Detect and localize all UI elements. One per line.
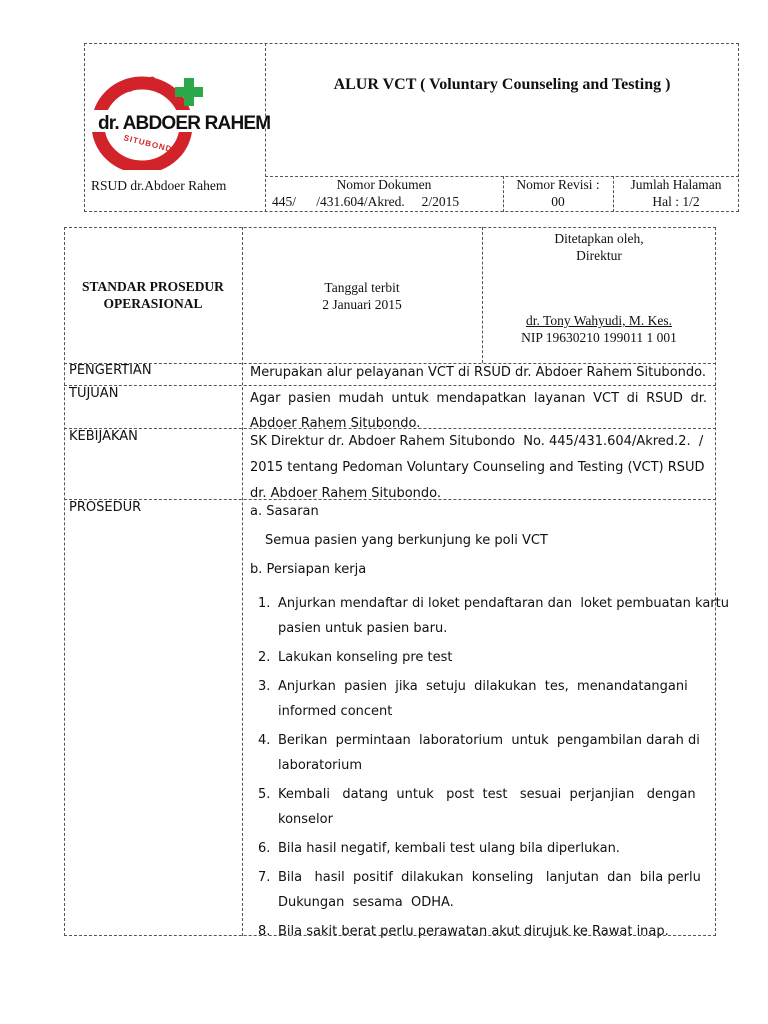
logo-top-text: RSUD: [113, 73, 162, 99]
prosedur-step: [258, 591, 729, 641]
step-number: 4.: [258, 733, 271, 748]
issued-block: [242, 279, 482, 313]
director-name: dr. Tony Wahyudi, M. Kes.: [526, 313, 672, 328]
step-text: [278, 865, 707, 915]
issued-date: 2 Januari 2015: [322, 297, 402, 312]
step-text: [278, 645, 707, 670]
pages-label: Jumlah Halaman: [630, 177, 722, 192]
doc-number-value: 445/ /431.604/Akred. 2/2015: [272, 194, 460, 209]
step-text-line2: konselor: [278, 812, 333, 827]
step-text-line2: Dukungan sesama ODHA.: [278, 895, 454, 910]
step-number: 8.: [258, 924, 271, 939]
tujuan-line2: Abdoer Rahem Situbondo.: [250, 416, 421, 431]
prosedur-step: [258, 782, 707, 832]
sop-label-line1: STANDAR PROSEDUR: [82, 279, 224, 294]
step-text-line1: Bila sakit berat perlu perawatan akut dirujuk ke Rawat inap.: [278, 924, 669, 939]
step-text: [278, 782, 707, 832]
kebijakan-label: KEBIJAKAN: [69, 429, 138, 444]
prosedur-b-heading: b. Persiapan kerja: [250, 562, 367, 577]
step-number: 5.: [258, 787, 271, 802]
prosedur-step: [258, 645, 707, 670]
step-text-line1: Kembali datang untuk post test sesuai perjanjian dengan: [278, 787, 696, 802]
approval-block: [482, 230, 716, 264]
doc-number-label: Nomor Dokumen: [336, 177, 432, 192]
step-text-line2: informed concent: [278, 704, 393, 719]
issued-label: Tanggal terbit: [324, 280, 400, 295]
prosedur-step: [258, 836, 707, 861]
row-divider-1: [64, 363, 716, 364]
kebijakan-line2: 2015 tentang Pedoman Voluntary Counseling and Testing (VCT) RSUD: [250, 460, 705, 475]
pages-value: Hal : 1/2: [652, 194, 700, 209]
prosedur-label: PROSEDUR: [69, 500, 142, 515]
step-text: [278, 836, 707, 861]
step-number: 1.: [258, 596, 271, 611]
step-number: 7.: [258, 870, 271, 885]
logo-bottom-text: SITUBONDO: [122, 133, 181, 156]
step-text-line1: Bila hasil positif dilakukan konseling lanjutan dan bila perlu: [278, 870, 701, 885]
step-text-line2: pasien untuk pasien baru.: [278, 621, 448, 636]
step-text-line1: Bila hasil negatif, kembali test ulang bila diperlukan.: [278, 841, 620, 856]
prosedur-step: [258, 728, 707, 778]
step-text: [278, 919, 707, 944]
prosedur-a-text: Semua pasien yang berkunjung ke poli VCT: [265, 533, 548, 548]
step-text-line2: laboratorium: [278, 758, 363, 773]
step-text: [278, 728, 707, 778]
prosedur-step: [258, 919, 707, 944]
step-text: [278, 674, 707, 724]
set-by-text: Ditetapkan oleh,: [554, 231, 644, 246]
logo-main-text: dr. ABDOER RAHEM: [98, 113, 271, 134]
revision-label: Nomor Revisi :: [516, 177, 600, 192]
step-text-line1: Anjurkan pasien jika setuju dilakukan tes, menandatangani: [278, 679, 688, 694]
prosedur-step: [258, 865, 707, 915]
prosedur-step: [258, 674, 707, 724]
kebijakan-text: [250, 429, 707, 507]
step-number: 2.: [258, 650, 271, 665]
step-text: [278, 591, 729, 641]
pengertian-label: PENGERTIAN: [69, 363, 152, 378]
step-number: 6.: [258, 841, 271, 856]
tujuan-line1: Agar pasien mudah untuk mendapatkan layanan VCT di RSUD dr.: [250, 391, 707, 406]
tujuan-label: TUJUAN: [69, 386, 119, 401]
revision-value: 00: [551, 194, 565, 209]
director-nip: NIP 19630210 199011 1 001: [521, 330, 677, 345]
sop-label-line2: OPERASIONAL: [103, 296, 203, 311]
sop-label-col-divider: [242, 227, 243, 936]
director-position: Direktur: [576, 248, 622, 263]
sop-label: [64, 278, 242, 312]
step-text-line1: Lakukan konseling pre test: [278, 650, 453, 665]
step-text-line1: Anjurkan mendaftar di loket pendaftaran dan loket pembuatan kartu: [278, 596, 729, 611]
prosedur-a-heading: a. Sasaran: [250, 504, 319, 519]
pengertian-text: Merupakan alur pelayanan VCT di RSUD dr. Abdoer Rahem Situbondo.: [250, 365, 706, 380]
kebijakan-line1: SK Direktur dr. Abdoer Rahem Situbondo No. 445/431.604/Akred.2. /: [250, 434, 704, 449]
document-title: ALUR VCT ( Voluntary Counseling and Testing ): [333, 76, 671, 93]
hospital-name: RSUD dr.Abdoer Rahem: [91, 178, 227, 193]
prosedur-step-list: [258, 591, 729, 948]
kebijakan-line3: dr. Abdoer Rahem Situbondo.: [250, 486, 441, 501]
step-number: 3.: [258, 679, 271, 694]
step-text-line1: Berikan permintaan laboratorium untuk pengambilan darah di: [278, 733, 700, 748]
